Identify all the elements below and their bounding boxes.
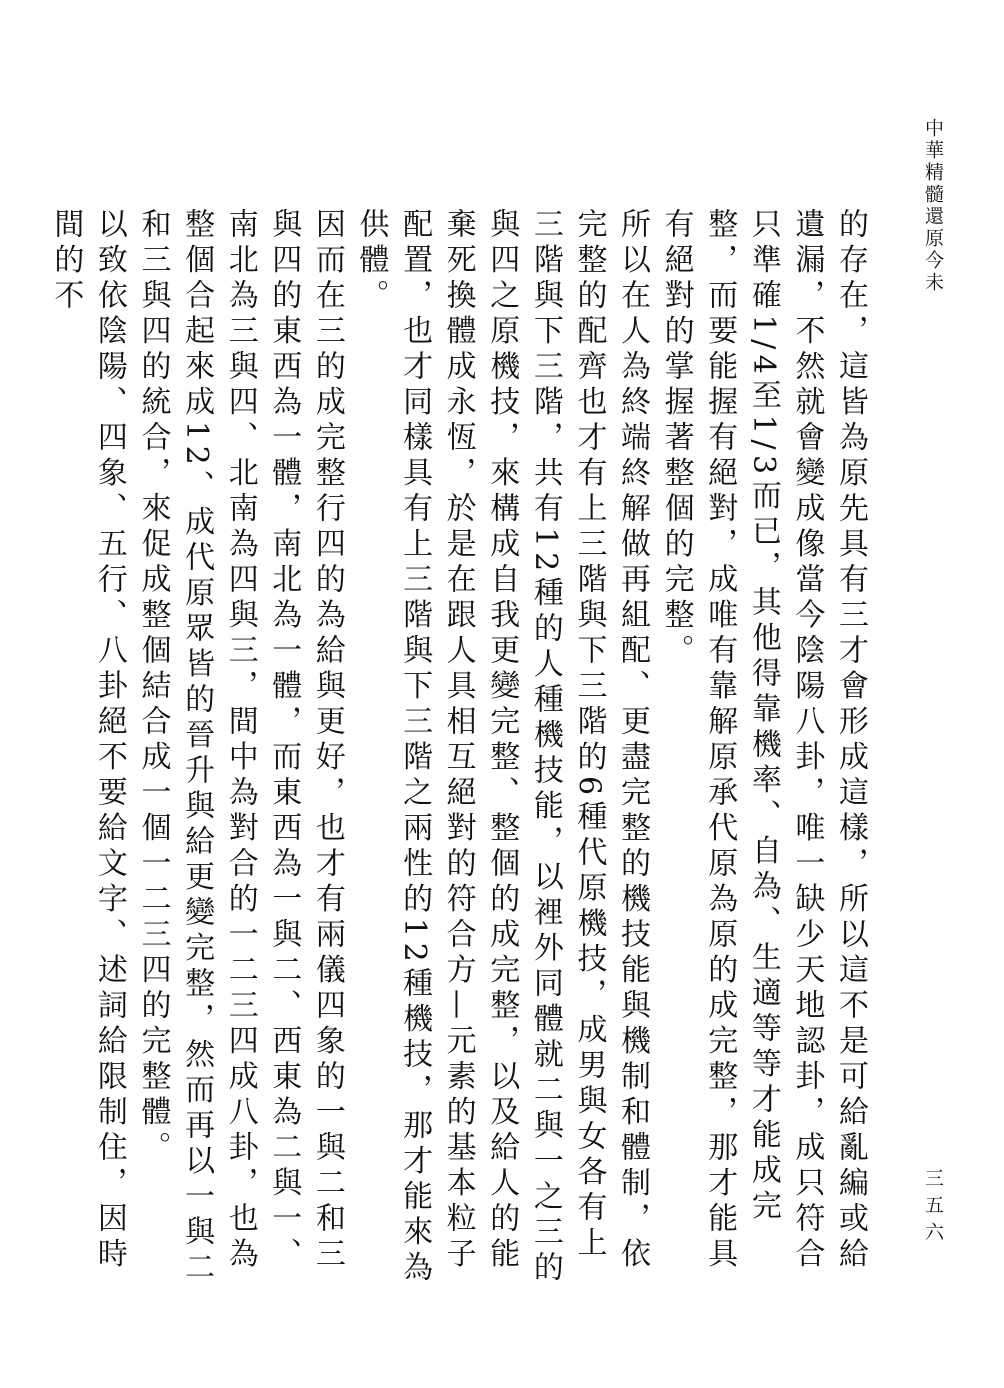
running-header-title: 中華精髓還原今未: [922, 118, 944, 294]
body-text: [48, 208, 872, 1290]
paragraph-3: 因而在三的成完整行四的為給與更好，也才有兩儀四象的一與二和三與四的東西為一體，南北為一體，而東西為一與二、西東為二與一、南北為三與四、北南為四與三，間中為對合的一二三四成八卦，也為整個合起來成12、成代原眾皆的晉升與給更變完整，然而再以一與二和三與四的統合，來促成整個結合成一個一二三四的完整體。: [135, 208, 345, 1287]
page-number: 三五六: [922, 1168, 944, 1249]
paragraph-4: 以致依陰陽、四象、五行、八卦絕不要給文字、述詞給限制住，因時間的不: [48, 208, 127, 1273]
paragraph-2: 所以在人為終端終解做再組配、更盡完整的機技能與機制和體制，依完整的配齊也才有上三階與下三階的6種代原機技，成男與女各有上三階與下三階，共有12種的人種機技能，以裡外同體就二與一之三的與四之原機技，來構成自我更變完整、整個的成完整，以及給人的能棄死換體成永恆，於是在跟人具相互絕對的符合方—元素的基本粒子配置，也才同樣具有上三階與下三階之兩性的12種機技，那才能來為供體。: [353, 208, 651, 1287]
paragraph-1: 的存在，這皆為原先具有三才會形成這樣，所以這不是可給亂編或給遺漏，不然就會變成像當今陰陽八卦，唯一缺少天地認卦，成只符合只準確1/4至1/3而已，其他得靠機率、自為、生適等等才能成完整，而要能握有絕對，成唯有靠解原承代原為原的成完整，那才能具有絕對的掌握著整個的完整。: [658, 208, 868, 1273]
